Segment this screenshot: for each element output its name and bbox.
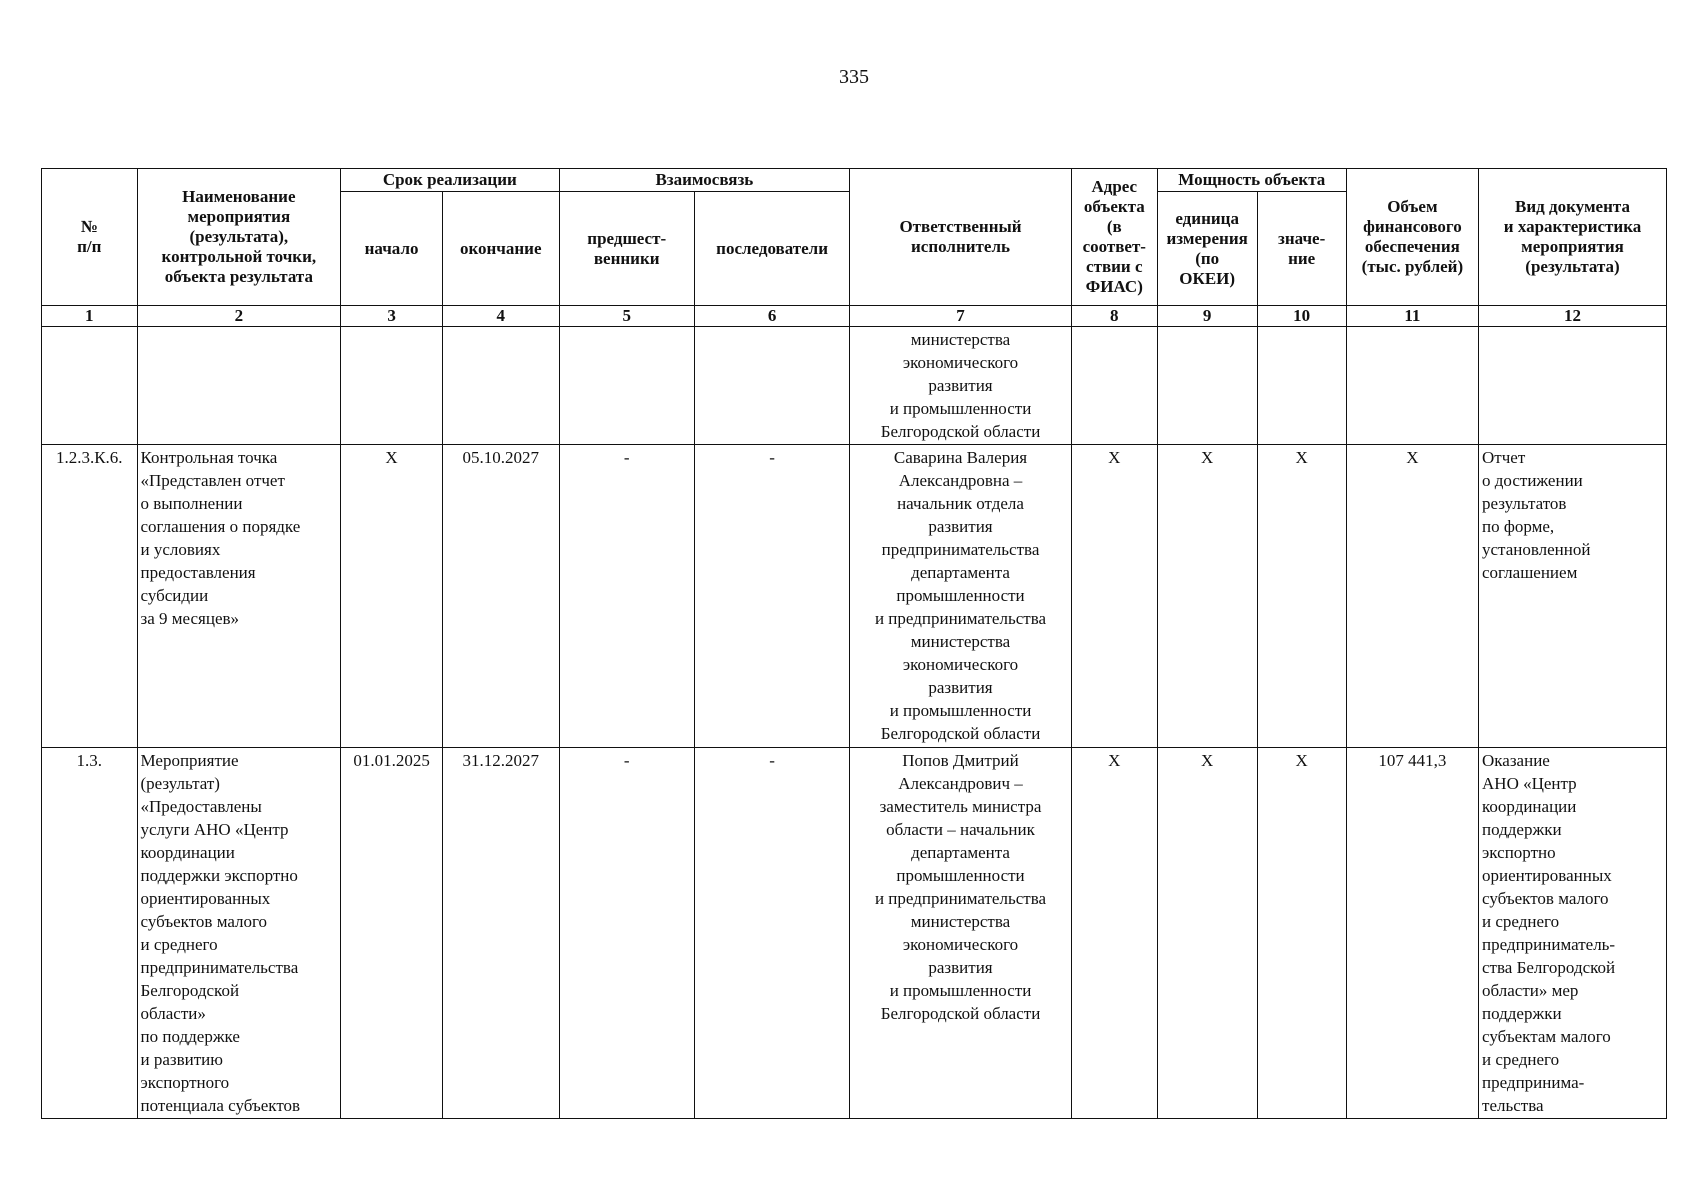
page-number: 335 bbox=[839, 66, 869, 88]
column-number: 7 bbox=[850, 306, 1071, 327]
cell-start: Х bbox=[341, 445, 443, 748]
cell-predecessors: - bbox=[559, 445, 694, 748]
cell-number: 1.2.3.К.6. bbox=[42, 445, 138, 748]
cell-name: Контрольная точка «Представлен отчет о выполнении соглашения о порядке и условиях предоставления субсидии за 9 месяцев» bbox=[137, 445, 341, 748]
cell-start bbox=[341, 327, 443, 445]
cell-responsible: Саварина Валерия Александровна – начальник отдела развития предпринимательства департамента промышленности и предпринимательства министерства экономического развития и промышленности Белгородской области bbox=[850, 445, 1071, 748]
header-group-power: Мощность объекта bbox=[1157, 169, 1346, 192]
column-number: 11 bbox=[1346, 306, 1478, 327]
column-number: 10 bbox=[1257, 306, 1346, 327]
cell-financing: 107 441,3 bbox=[1346, 748, 1478, 1119]
activities-table bbox=[41, 168, 1667, 1119]
header-value: значе- ние bbox=[1257, 192, 1346, 306]
column-number: 6 bbox=[694, 306, 849, 327]
cell-financing: Х bbox=[1346, 445, 1478, 748]
cell-unit: Х bbox=[1157, 748, 1257, 1119]
header-successors: последователи bbox=[694, 192, 849, 306]
cell-unit bbox=[1157, 327, 1257, 445]
header-unit: единица измерения (по ОКЕИ) bbox=[1157, 192, 1257, 306]
cell-unit: Х bbox=[1157, 445, 1257, 748]
cell-predecessors bbox=[559, 327, 694, 445]
cell-value bbox=[1257, 327, 1346, 445]
cell-responsible: министерства экономического развития и промышленности Белгородской области bbox=[850, 327, 1071, 445]
header-start: начало bbox=[341, 192, 443, 306]
header-financing: Объем финансового обеспечения (тыс. рублей) bbox=[1346, 169, 1478, 306]
table-row bbox=[42, 327, 1667, 445]
cell-financing bbox=[1346, 327, 1478, 445]
cell-document: Отчет о достижении результатов по форме, установленной соглашением bbox=[1479, 445, 1667, 748]
cell-document: Оказание АНО «Центр координации поддержки экспортно ориентированных субъектов малого и среднего предприниматель- ства Белгородской области» мер поддержки субъектам малого и среднего предпринима- тельства bbox=[1479, 748, 1667, 1119]
header-name: Наименование мероприятия (результата), контрольной точки, объекта результата bbox=[137, 169, 341, 306]
cell-value: Х bbox=[1257, 748, 1346, 1119]
cell-start: 01.01.2025 bbox=[341, 748, 443, 1119]
cell-successors: - bbox=[694, 748, 849, 1119]
column-number: 12 bbox=[1479, 306, 1667, 327]
cell-successors: - bbox=[694, 445, 849, 748]
header-responsible: Ответственный исполнитель bbox=[850, 169, 1071, 306]
cell-number: 1.3. bbox=[42, 748, 138, 1119]
column-number: 1 bbox=[42, 306, 138, 327]
column-number: 9 bbox=[1157, 306, 1257, 327]
cell-number bbox=[42, 327, 138, 445]
cell-responsible: Попов Дмитрий Александрович – заместитель министра области – начальник департамента промышленности и предпринимательства министерства экономического развития и промышленности Белгородской области bbox=[850, 748, 1071, 1119]
cell-address: Х bbox=[1071, 748, 1157, 1119]
table-row bbox=[42, 445, 1667, 748]
cell-end bbox=[442, 327, 559, 445]
column-number: 2 bbox=[137, 306, 341, 327]
table-row bbox=[42, 748, 1667, 1119]
cell-name bbox=[137, 327, 341, 445]
header-group-term: Срок реализации bbox=[341, 169, 559, 192]
cell-end: 31.12.2027 bbox=[442, 748, 559, 1119]
cell-successors bbox=[694, 327, 849, 445]
header-predecessors: предшест- венники bbox=[559, 192, 694, 306]
header-group-link: Взаимосвязь bbox=[559, 169, 850, 192]
cell-document bbox=[1479, 327, 1667, 445]
cell-end: 05.10.2027 bbox=[442, 445, 559, 748]
cell-name: Мероприятие (результат) «Предоставлены услуги АНО «Центр координации поддержки экспортно ориентированных субъектов малого и среднего предпринимательства Белгородской области» по поддержке и развитию экспортного потенциала субъектов bbox=[137, 748, 341, 1119]
column-number: 4 bbox=[442, 306, 559, 327]
cell-value: Х bbox=[1257, 445, 1346, 748]
header-number: № п/п bbox=[42, 169, 138, 306]
column-number: 8 bbox=[1071, 306, 1157, 327]
cell-address bbox=[1071, 327, 1157, 445]
cell-address: Х bbox=[1071, 445, 1157, 748]
header-address: Адрес объекта (в соответ- ствии с ФИАС) bbox=[1071, 169, 1157, 306]
column-number: 3 bbox=[341, 306, 443, 327]
header-end: окончание bbox=[442, 192, 559, 306]
header-document: Вид документа и характеристика мероприятия (результата) bbox=[1479, 169, 1667, 306]
cell-predecessors: - bbox=[559, 748, 694, 1119]
column-number: 5 bbox=[559, 306, 694, 327]
